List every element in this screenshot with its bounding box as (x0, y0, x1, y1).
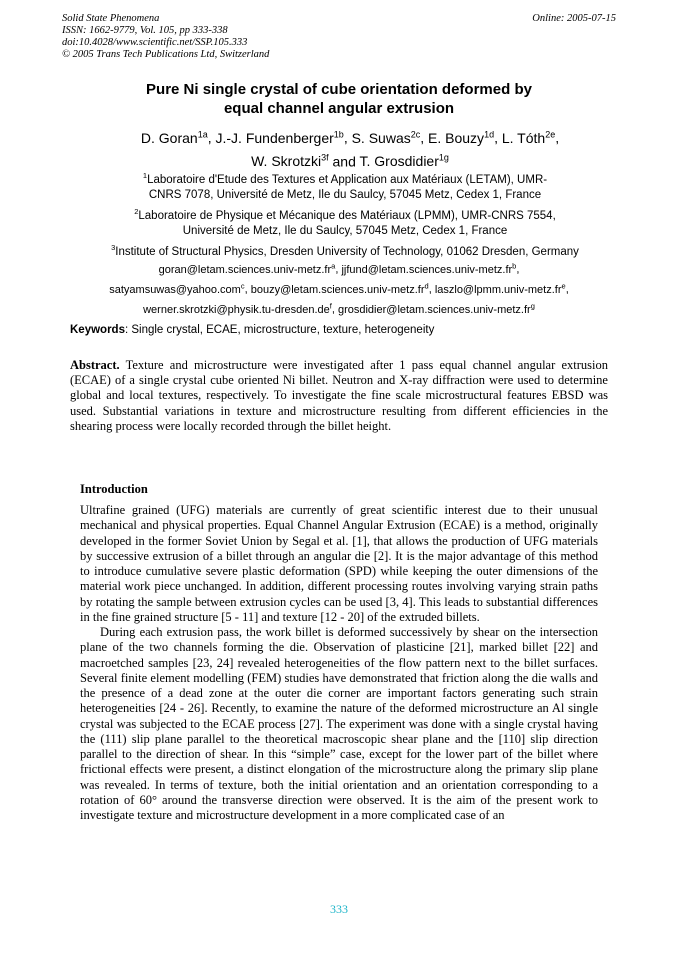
section-heading-introduction: Introduction (80, 482, 148, 496)
author: J.-J. Fundenberger$^{1b}$ (215, 129, 344, 146)
keywords (70, 323, 610, 338)
email-list: $goran@letam.sciences.univ-metz.fr^a$, $jjfund@letam.sciences.univ-metz.fr^b$, satyamsuwas@yahoo.com$^c$, $bouzy@letam.sciences.univ-metz.fr^d$, $laszlo@lpmm.univ-metz.fr^e$, $werner.skrotzki@physik.tu-dresden.de^f$, $grosdidier@letam.sciences.univ-metz.fr^g$ (109, 261, 569, 316)
email-address[interactable]: satyamsuwas@yahoo.com$^c$ (109, 281, 245, 296)
author: S. Suwas$^{2c}$ (351, 129, 421, 146)
author: L. Tóth$^{2e}$ (501, 129, 556, 146)
keywords-text: : Single crystal, ECAE, microstructure, texture, heterogeneity (124, 324, 435, 336)
paper-title (70, 80, 608, 118)
email-address[interactable]: $werner.skrotzki@physik.tu-dresden.de^f$ (143, 301, 332, 316)
author: T. Grosdidier$^{1g}$ (359, 152, 449, 170)
email-address[interactable]: $laszlo@lpmm.univ-metz.fr^e$ (434, 281, 566, 296)
author: E. Bouzy$^{1d}$ (428, 129, 495, 146)
email-address[interactable]: $bouzy@letam.sciences.univ-metz.fr^d$ (250, 281, 429, 296)
page-number: 333 (330, 902, 348, 916)
online-date: Online: 2005-07-15 (532, 13, 616, 24)
abstract-text: Texture and microstructure were investigated after 1 pass equal channel angular extrusion (ECAE) of a single crystal cube oriented Ni billet. Neutron and X-ray diffraction were used to determine global and local textures, respectively. To investigate the fine scale microstructural features EBSD was used. Substantial variations in texture and microstructure resulting from different efficiencies in the shearing process were locally recorded through the billet height. (70, 358, 608, 433)
email-address[interactable]: $grosdidier@letam.sciences.univ-metz.fr^g$ (337, 301, 535, 316)
affiliation-2: $^2$Laboratoire de Physique et Mécanique des Matériaux (LPMM), UMR-CNRS 7554, Université de Metz, Ile du Saulcy, 57045 Metz, Cedex 1, France (134, 207, 556, 238)
abstract (70, 358, 608, 434)
paragraph: During each extrusion pass, the work billet is deformed successively by shear on the intersection plane of the two channels forming the die. Observation of plasticine [21], marked billet [22] and macroetched samples [23, 24] revealed heterogeneities of the flow pattern next to the billet surfaces. Several finite element modelling (FEM) studies have demonstrated that friction along the die walls and the presence of a dead zone at the outer die corner are important factors generating such strain heterogeneities [24 - 26]. Recently, to examine the nature of the deformed microstructure an Al single crystal was subjected to the ECAE process [27]. The experiment was done with a single crystal having the (111) slip plane parallel to the theoretical macroscopic shear plane and the [110] slip direction parallel to the direction of shear. In this “simple” case, except for the lower part of the billet where frictional effects were present, a distinct elongation of the microstructure along the primary slip plane was revealed. In terms of texture, both the initial orientation and an orientation corresponding to a rotation of 60° around the transverse direction were observed. It is the aim of the present work to investigate texture and microstructure development in a more complicated case of an (80, 625, 598, 822)
email-address[interactable]: $goran@letam.sciences.univ-metz.fr^a$ (158, 261, 336, 276)
author-list: D. Goran$^{1a}$, J.-J. Fundenberger$^{1b}$, S. Suwas$^{2c}$, E. Bouzy$^{1d}$, L. Tóth$^{2e}$, W. Skrotzki$^{3f}$ and T. Grosdidier$^{1g}$ (140, 129, 560, 170)
keywords-label: Keywords (70, 324, 125, 336)
introduction-body (80, 503, 598, 823)
issn-line: ISSN: 1662-9779, Vol. 105, pp 333-338 (62, 25, 228, 36)
doi-line: doi:10.4028/www.scientific.net/SSP.105.333 (62, 37, 248, 48)
copyright-line: © 2005 Trans Tech Publications Ltd, Switzerland (62, 49, 270, 60)
running-header (62, 13, 269, 61)
title-line-2: equal channel angular extrusion (223, 100, 455, 117)
author: W. Skrotzki$^{3f}$ (251, 152, 329, 170)
abstract-label: Abstract. (70, 358, 120, 372)
journal-name: Solid State Phenomena (62, 13, 160, 24)
author: D. Goran$^{1a}$ (140, 129, 208, 146)
affiliation-1: $^1$Laboratoire d'Etude des Textures et Application aux Matériaux (LETAM), UMR- CNRS 7078, Université de Metz, Ile du Saulcy, 57045 Metz, Cedex 1, France (142, 171, 548, 202)
email-address[interactable]: $jjfund@letam.sciences.univ-metz.fr^b$ (341, 261, 517, 276)
title-line-1: Pure Ni single crystal of cube orientation deformed by (146, 81, 532, 98)
affiliation-3: $^3$Institute of Structural Physics, Dresden University of Technology, 01062 Dresden, Germany (111, 243, 579, 258)
paragraph: Ultrafine grained (UFG) materials are currently of great scientific interest due to their unusual mechanical and physical properties. Equal Channel Angular Extrusion (ECAE) is a method, originally developed in the former Soviet Union by Segal et al. [1], that allows the production of UFG materials by successive extrusion of a billet through an angular die [2]. It is the major advantage of this method to introduce cumulative severe plastic deformation (SPD) while keeping the outer dimensions of the material work piece unchanged. In addition, different processing routes involving varying strain paths by rotating the sample between extrusion cycles can be used [3, 4]. This leads to substantial differences in the fine grained structure [5 - 11] and texture [12 - 20] of the extruded billets. (80, 503, 598, 624)
